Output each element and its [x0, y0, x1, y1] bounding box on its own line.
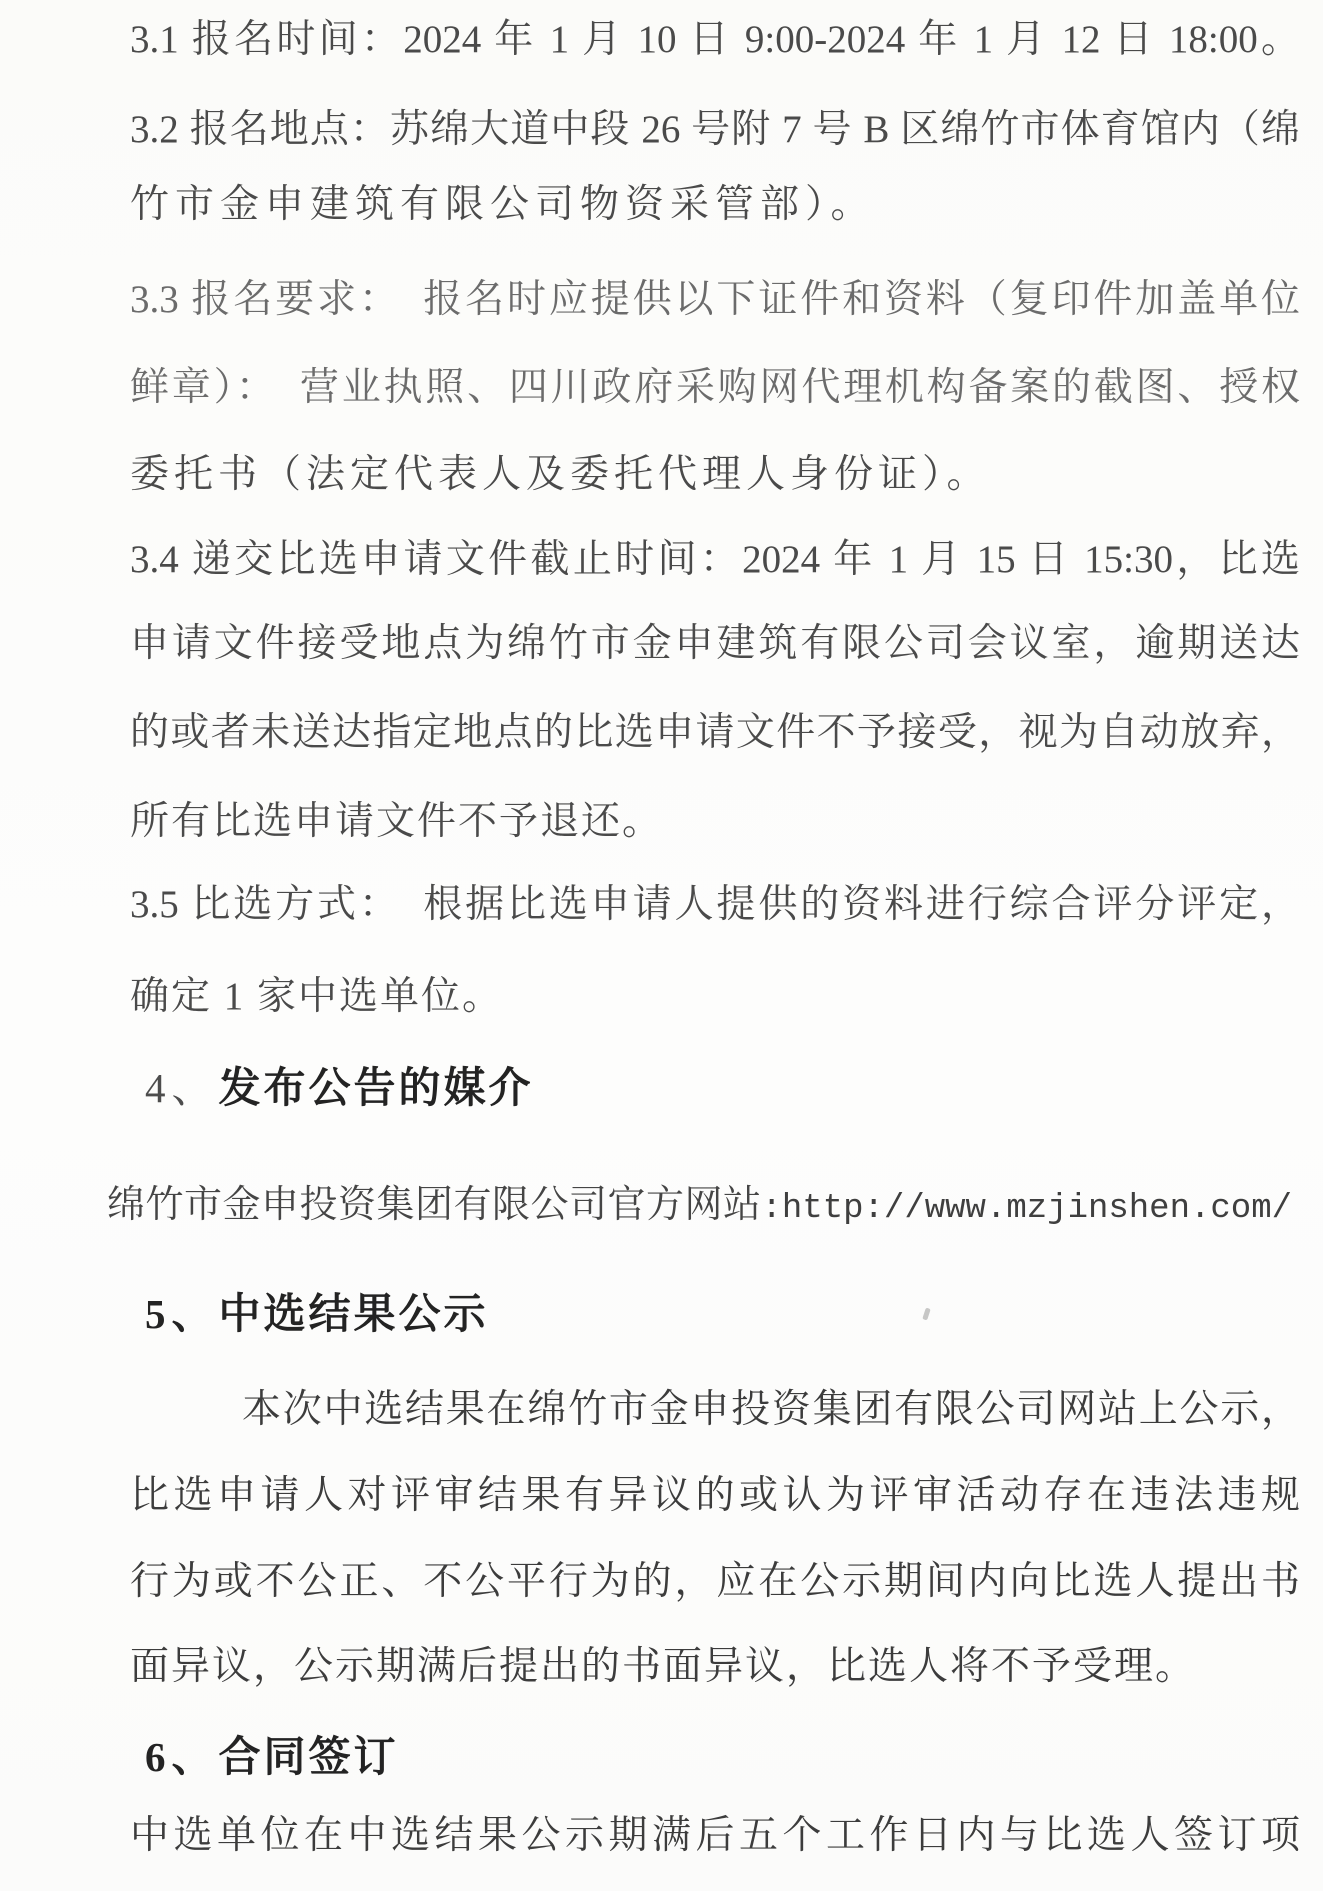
- body-line-3-5-cont: 确定 1 家中选单位。: [130, 975, 504, 1018]
- body-line-3-2-cont: 竹市金申建筑有限公司物资采管部）。: [130, 183, 876, 226]
- body-line-5-para-cont2: 行为或不公正、不公平行为的，应在公示期间内向比选人提出书: [130, 1560, 1300, 1603]
- body-line-5-para-start: 本次中选结果在绵竹市金申投资集团有限公司网站上公示，: [242, 1388, 1300, 1431]
- section-heading-4: [145, 1062, 534, 1114]
- body-line-3-4: 3.4 递交比选申请文件截止时间：2024 年 1 月 15 日 15:30，比选: [130, 538, 1300, 581]
- scan-speck: [922, 1308, 930, 1321]
- section-4-title: 发布公告的媒介: [218, 1064, 534, 1111]
- body-line-3-3-cont2: 委托书（法定代表人及委托代理人身份证）。: [130, 453, 991, 496]
- website-owner-name: 绵竹市金申投资集团有限公司官方网站: [107, 1184, 762, 1226]
- website-url: :http://www.mzjinshen.com/: [761, 1190, 1293, 1228]
- body-line-3-4-cont2: 的或者未送达指定地点的比选申请文件不予接受，视为自动放弃，: [130, 711, 1300, 754]
- section-5-number: 5、: [145, 1291, 219, 1337]
- body-line-3-4-cont3: 所有比选申请文件不予退还。: [130, 800, 664, 843]
- body-line-3-5: 3.5 比选方式： 根据比选申请人提供的资料进行综合评分评定，: [130, 883, 1300, 926]
- announcement-media-line: [107, 1180, 1292, 1230]
- section-5-title: 中选结果公示: [218, 1290, 489, 1337]
- section-heading-6: [145, 1731, 399, 1783]
- body-line-5-para-cont3: 面异议，公示期满后提出的书面异议，比选人将不予受理。: [130, 1645, 1197, 1688]
- section-heading-5: [145, 1288, 489, 1340]
- body-line-3-4-cont1: 申请文件接受地点为绵竹市金申建筑有限公司会议室，逾期送达: [130, 622, 1300, 665]
- body-line-5-para-cont1: 比选申请人对评审结果有异议的或认为评审活动存在违法违规: [130, 1474, 1300, 1517]
- section-6-number: 6、: [145, 1734, 219, 1780]
- body-line-3-2: 3.2 报名地点：苏绵大道中段 26 号附 7 号 B 区绵竹市体育馆内（绵: [130, 108, 1300, 151]
- body-line-3-1: 3.1 报名时间：2024 年 1 月 10 日 9:00-2024 年 1 月 12 日 18:00。: [130, 18, 1300, 61]
- body-line-3-3-cont1: 鲜章）： 营业执照、四川政府采购网代理机构备案的截图、授权: [130, 366, 1300, 409]
- body-line-6-para-start: 中选单位在中选结果公示期满后五个工作日内与比选人签订项: [130, 1814, 1300, 1857]
- body-line-3-3: 3.3 报名要求： 报名时应提供以下证件和资料（复印件加盖单位: [130, 278, 1300, 321]
- section-6-title: 合同签订: [218, 1733, 399, 1780]
- section-4-number: 4、: [145, 1065, 219, 1111]
